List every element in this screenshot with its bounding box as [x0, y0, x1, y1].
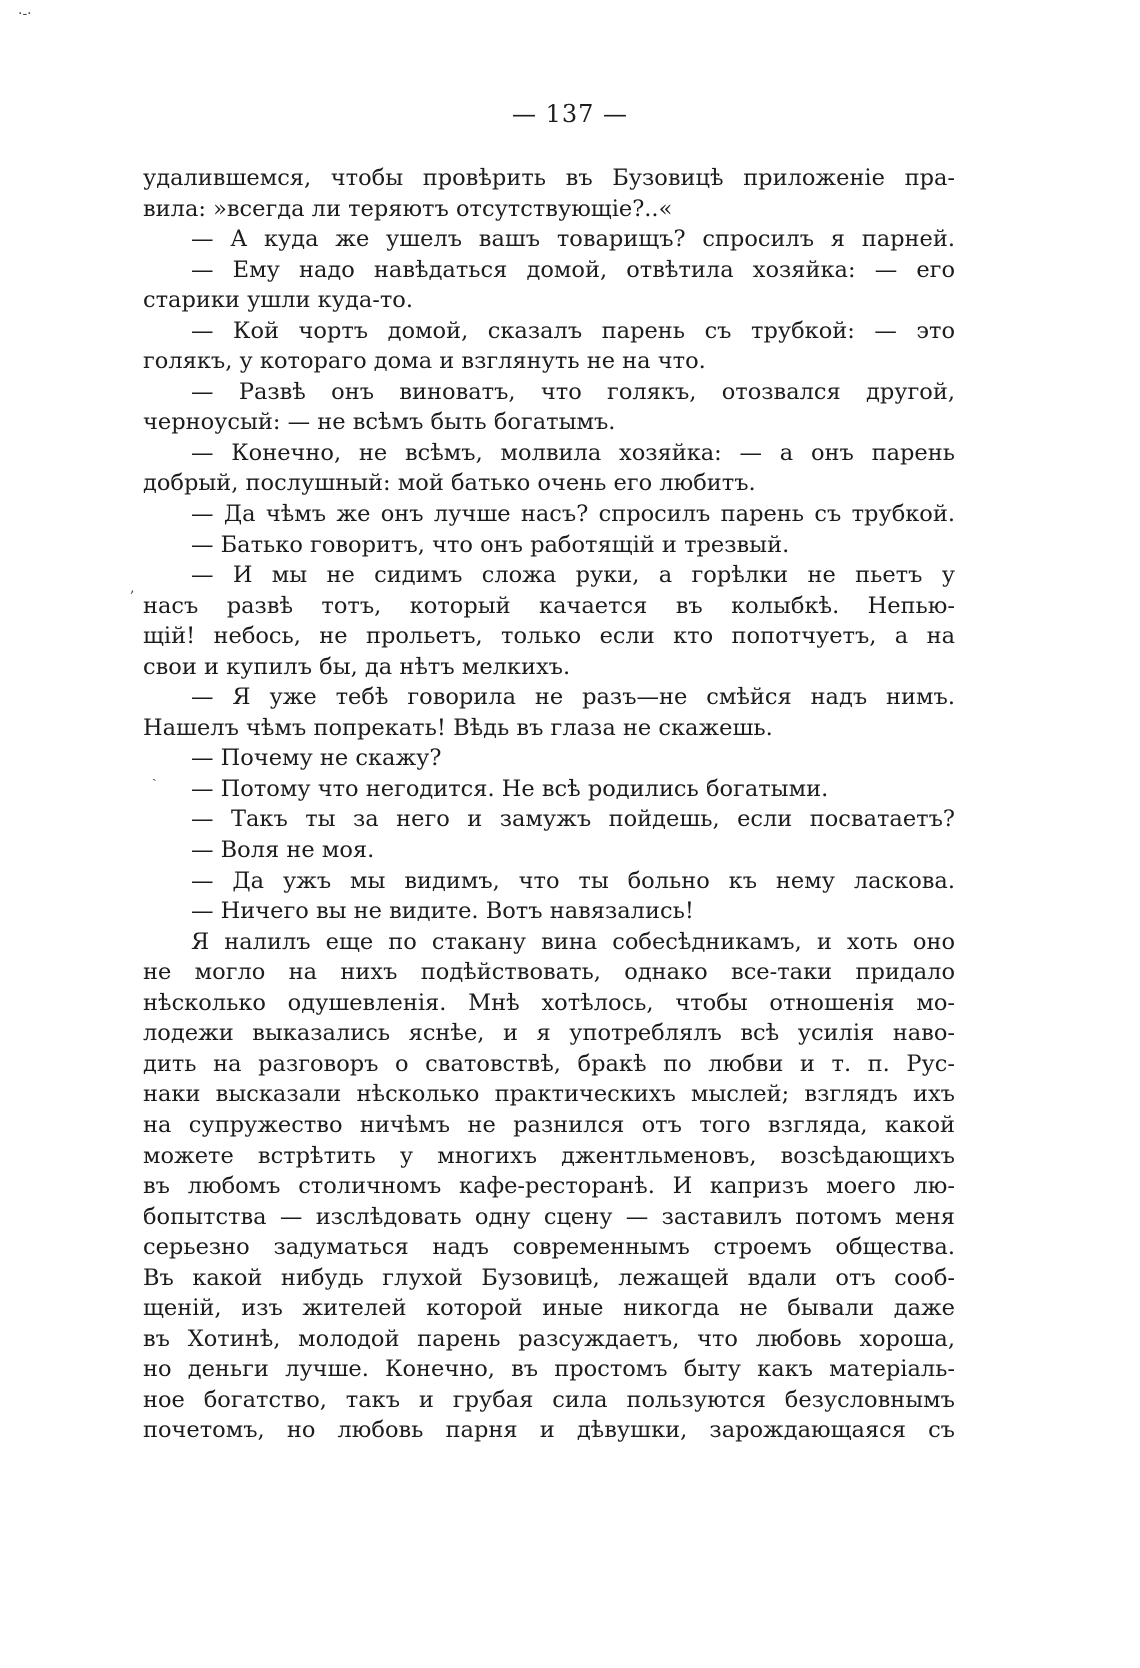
text-line: свои и купилъ бы, да нѣтъ мелкихъ. [143, 653, 571, 680]
scan-speck: ˏ [152, 766, 157, 782]
text-line: бопытства — изслѣдовать одну сцену — заставилъ потомъ меня [143, 1203, 955, 1230]
text-line: щій! небось, не прольетъ, только если кто попотчуетъ, а на [143, 623, 955, 650]
text-line: въ Хотинѣ, молодой парень разсуждаетъ, что любовь хороша, [143, 1325, 955, 1352]
page-number: — 137 — [511, 100, 629, 128]
text-line: добрый, послушный: мой батько очень его любитъ. [143, 470, 756, 497]
text-line: голякъ, у котораго дома и взглянуть не на что. [143, 348, 706, 375]
text-line: — Ему надо навѣдаться домой, отвѣтила хозяйка: — его [191, 256, 955, 283]
scan-speck: ‚ [130, 580, 135, 596]
text-line: щеній, изъ жителей которой иные никогда не бывали даже [143, 1295, 955, 1322]
text-line: наки высказали нѣсколько практическихъ мыслей; взглядъ ихъ [143, 1081, 955, 1108]
text-line: — Конечно, не всѣмъ, молвила хозяйка: — а онъ парень [191, 439, 955, 466]
text-line: почетомъ, но любовь парня и дѣвушки, зарождающаяся съ [143, 1417, 955, 1444]
text-line: — И мы не сидимъ сложа руки, а горѣлки не пьетъ у [191, 562, 955, 589]
text-line: удалившемся, чтобы провѣрить въ Бузовицѣ приложеніе пра- [143, 165, 955, 191]
text-line: — А куда же ушелъ вашъ товарищъ? спросилъ я парней. [191, 226, 955, 253]
text-line: можете встрѣтить у многихъ джентльменовъ, возсѣдающихъ [143, 1142, 955, 1169]
text-line: насъ развѣ тотъ, который качается въ колыбкѣ. Непью- [143, 592, 955, 619]
text-line: Я налилъ еще по стакану вина собесѣдникамъ, и хоть оно [191, 928, 955, 955]
text-line: — Почему не скажу? [191, 745, 442, 772]
text-line: — Развѣ онъ виноватъ, что голякъ, отозвался другой, [191, 378, 955, 405]
text-line: — Да чѣмъ же онъ лучше насъ? спросилъ парень съ трубкой. [191, 501, 955, 528]
text-line: Нашелъ чѣмъ попрекать! Вѣдь въ глаза не скажешь. [143, 714, 773, 741]
scan-speck: ·‐· [18, 6, 32, 22]
text-line: — Я уже тебѣ говорила не разъ—не смѣйся надъ нимъ. [191, 684, 955, 711]
text-line: — Воля не моя. [191, 837, 375, 864]
text-line: — Ничего вы не видите. Вотъ навязались! [191, 898, 694, 925]
text-line: старики ушли куда-то. [143, 287, 413, 314]
text-line: — Батько говоритъ, что онъ работящій и трезвый. [191, 531, 790, 558]
text-line: ное богатство, такъ и грубая сила пользуются безусловнымъ [143, 1386, 955, 1413]
text-line: въ любомъ столичномъ кафе-ресторанѣ. И капризъ моего лю- [143, 1173, 955, 1200]
text-line: нѣсколько одушевленія. Мнѣ хотѣлось, чтобы отношенія мо- [143, 989, 955, 1016]
text-line: вила: »всегда ли теряютъ отсутствующіе?..« [143, 195, 673, 222]
text-line: — Кой чортъ домой, сказалъ парень съ трубкой: — это [191, 317, 955, 344]
text-line: — Такъ ты за него и замужъ пойдешь, если посватаетъ? [191, 806, 955, 833]
text-line: — Потому что негодится. Не всѣ родились богатыми. [191, 775, 829, 802]
text-line: на супружество ничѣмъ не разнился отъ того взгляда, какой [143, 1111, 955, 1138]
text-line: — Да ужъ мы видимъ, что ты больно къ нему ласкова. [191, 867, 955, 894]
text-line: дить на разговоръ о сватовствѣ, бракѣ по любви и т. п. Рус- [143, 1050, 955, 1077]
text-line: Въ какой нибудь глухой Бузовицѣ, лежащей вдали отъ сооб- [143, 1264, 955, 1291]
text-line: но деньги лучше. Конечно, въ простомъ быту какъ матеріаль- [143, 1356, 955, 1383]
text-line: серьезно задуматься надъ современнымъ строемъ общества. [143, 1234, 955, 1261]
text-line: не могло на нихъ подѣйствовать, однако все-таки придало [143, 959, 955, 986]
text-line: черноусый: — не всѣмъ быть богатымъ. [143, 409, 616, 436]
body-text [143, 163, 955, 1446]
text-line: лодежи выказались яснѣе, и я употреблялъ всѣ усилія наво- [143, 1020, 955, 1047]
